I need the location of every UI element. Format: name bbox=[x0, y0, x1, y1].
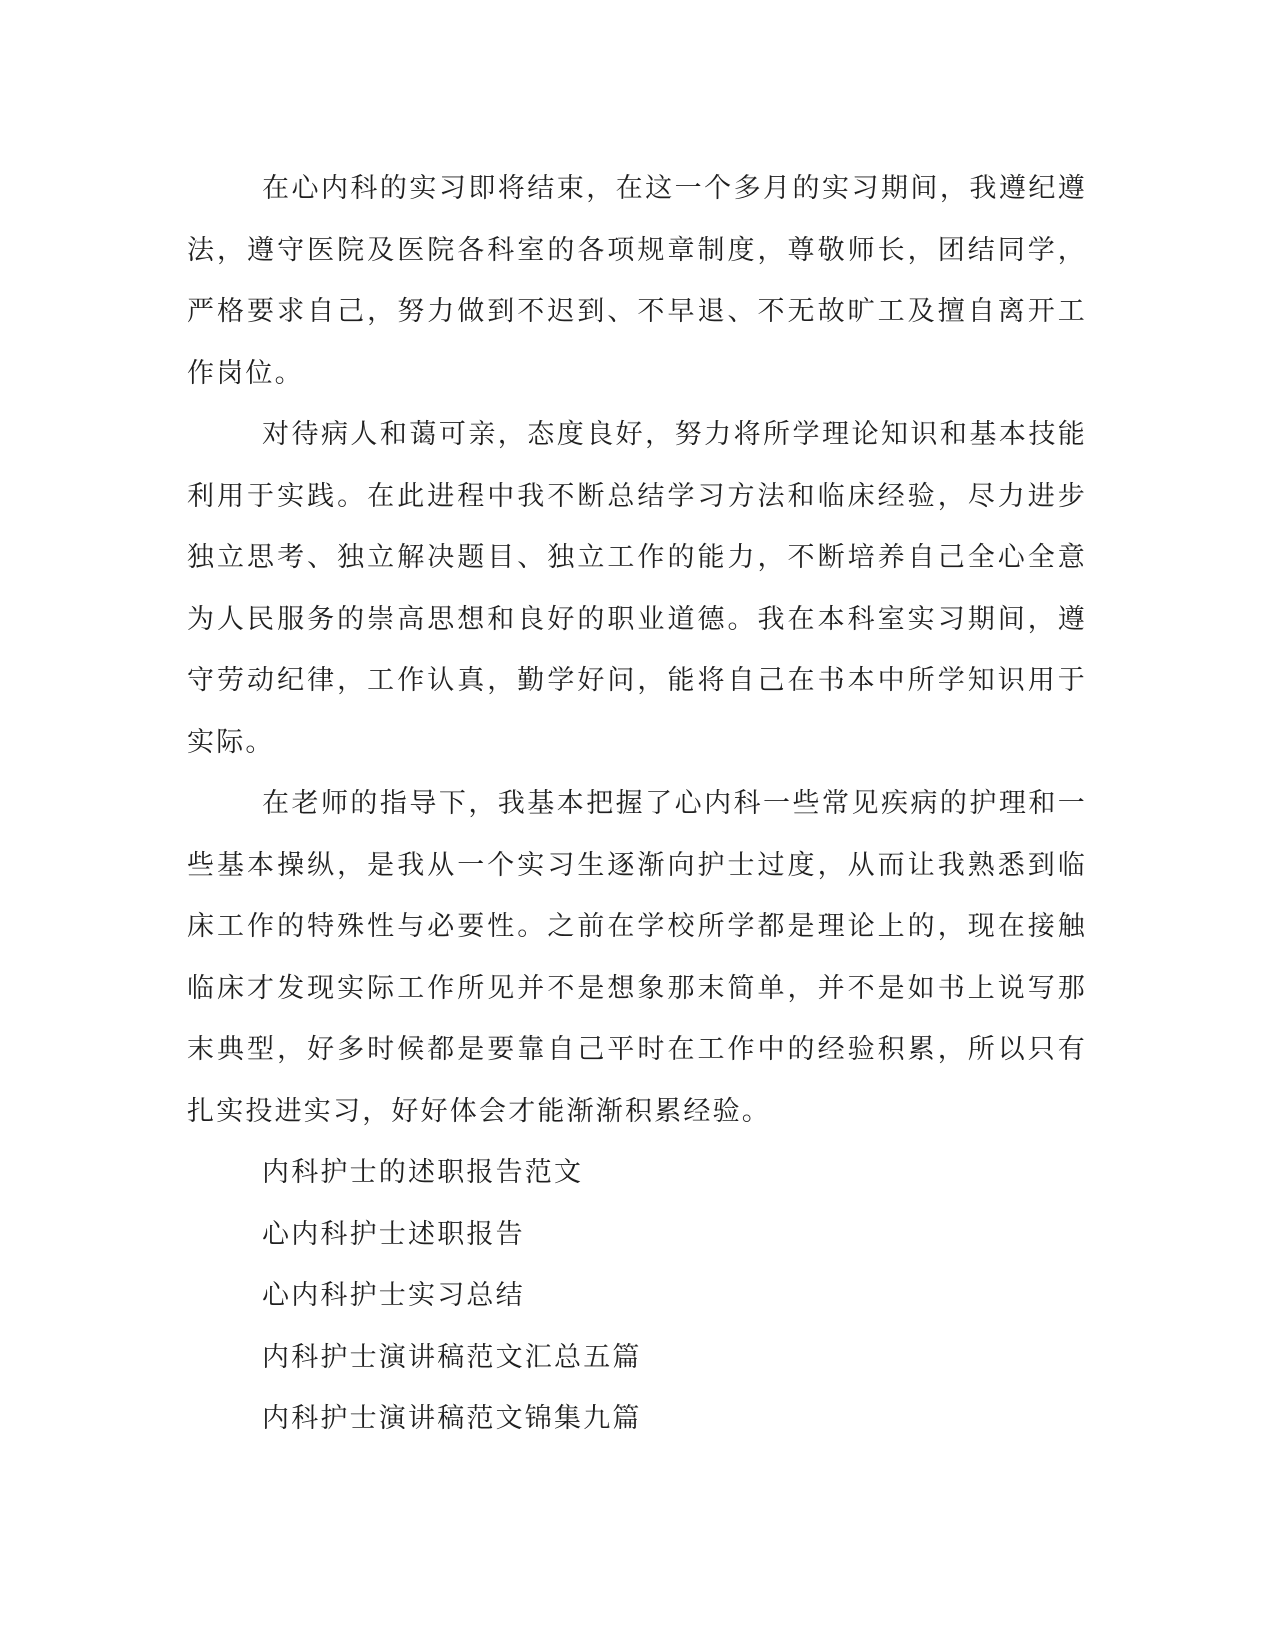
related-article-link[interactable]: 内科护士演讲稿范文锦集九篇 bbox=[262, 1403, 642, 1434]
paragraph-internship-conduct: 在心内科的实习即将结束，在这一个多月的实习期间，我遵纪遵法，遵守医院及医院各科室的各项规章制度，尊敬师长，团结同学，严格要求自己，努力做到不迟到、不早退、不无故旷工及擅自离开工作岗位。 bbox=[187, 173, 1087, 389]
related-article-link[interactable]: 内科护士演讲稿范文汇总五篇 bbox=[262, 1341, 642, 1373]
related-article-link[interactable]: 心内科护士实习总结 bbox=[262, 1280, 525, 1311]
paragraph-clinical-learning: 在老师的指导下，我基本把握了心内科一些常见疾病的护理和一些基本操纵，是我从一个实习生逐渐向护士过度，从而让我熟悉到临床工作的特殊性与必要性。之前在学校所学都是理论上的，现在接触临床才发现实际工作所见并不是想象那末简单，并不是如书上说写那末典型，好多时候都是要靠自己平时在工作中的经验积累，所以只有扎实投进实习，好好体会才能渐渐积累经验。 bbox=[187, 788, 1087, 1127]
document-body bbox=[187, 158, 1087, 1450]
related-article-link[interactable]: 心内科护士述职报告 bbox=[262, 1218, 525, 1250]
related-article-link[interactable]: 内科护士的述职报告范文 bbox=[262, 1157, 584, 1188]
related-articles-list bbox=[187, 1142, 1087, 1450]
paragraph-patient-care: 对待病人和蔼可亲，态度良好，努力将所学理论知识和基本技能利用于实践。在此进程中我不断总结学习方法和临床经验，尽力进步独立思考、独立解决题目、独立工作的能力，不断培养自己全心全意为人民服务的崇高思想和良好的职业道德。我在本科室实习期间，遵守劳动纪律，工作认真，勤学好问，能将自己在书本中所学知识用于实际。 bbox=[187, 419, 1087, 758]
